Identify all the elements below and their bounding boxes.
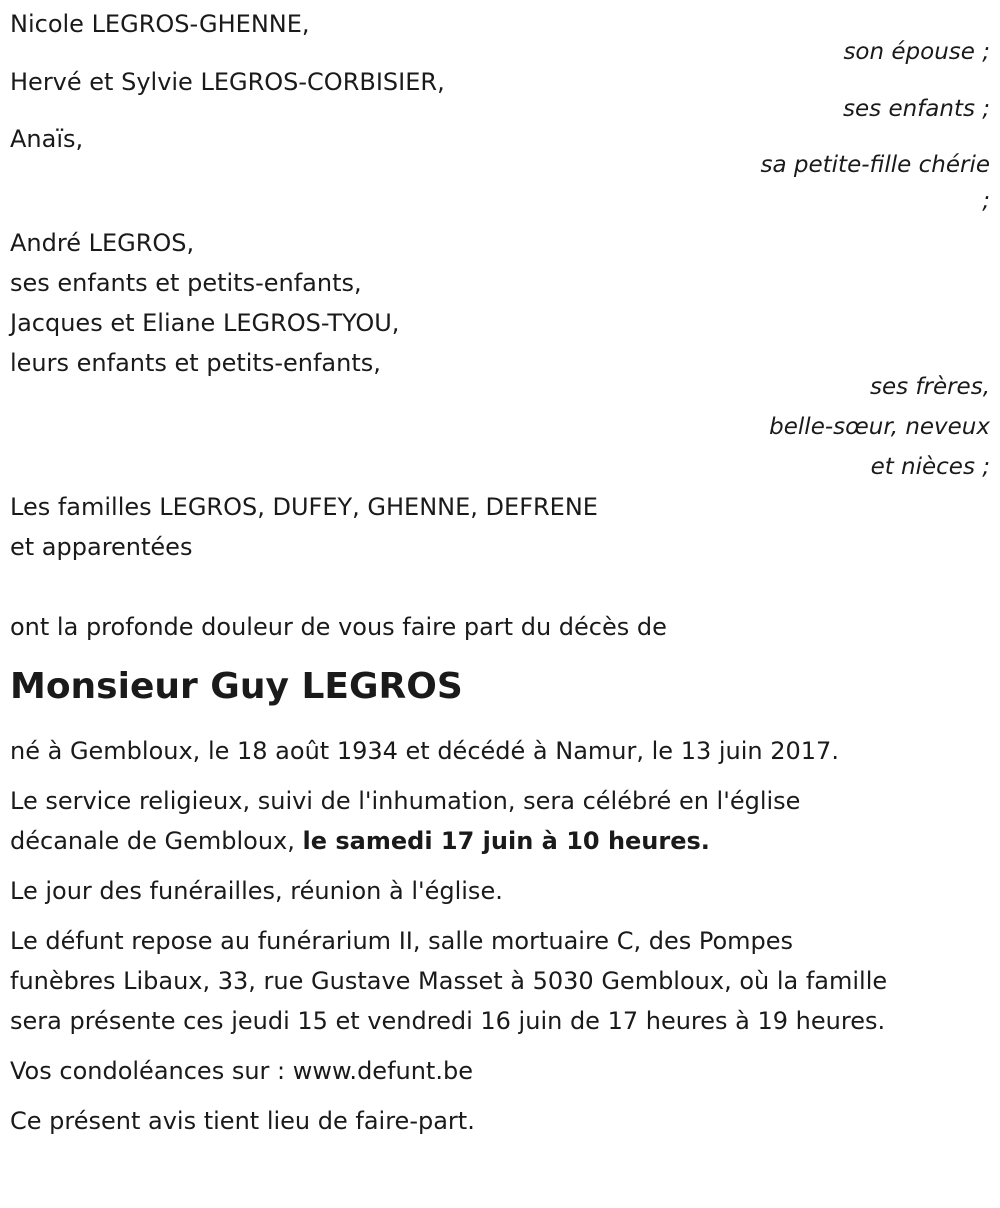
sibling-line: Jacques et Eliane LEGROS-TYOU,: [10, 309, 400, 337]
children-relation: ses enfants ;: [843, 96, 990, 122]
service-line: Le service religieux, suivi de l'inhumation, sera célébré en l'église: [10, 787, 801, 815]
birth-death: né à Gembloux, le 18 août 1934 et décédé à Namur, le 13 juin 2017.: [10, 737, 839, 765]
service-date: le samedi 17 juin à 10 heures.: [302, 827, 710, 855]
sibling-line: leurs enfants et petits-enfants,: [10, 349, 381, 377]
children-names: Hervé et Sylvie LEGROS-CORBISIER,: [10, 68, 445, 96]
rest-line: Le défunt repose au funérarium II, salle mortuaire C, des Pompes: [10, 927, 794, 955]
notice: Ce présent avis tient lieu de faire-part.: [10, 1107, 475, 1135]
condolences: Vos condoléances sur : www.defunt.be: [10, 1057, 473, 1085]
service-paragraph: [10, 781, 990, 861]
obituary-notice: [10, 0, 990, 1151]
families-line: Les familles LEGROS, DUFEY, GHENNE, DEFRENE: [10, 493, 598, 521]
families-line: et apparentées: [10, 533, 193, 561]
service-line: [10, 821, 990, 861]
sibling-line: ses enfants et petits-enfants,: [10, 269, 362, 297]
granddaughter-name: Anaïs,: [10, 125, 84, 153]
siblings-relation: et nièces ;: [870, 454, 990, 480]
siblings-relation: belle-sœur, neveux: [769, 414, 990, 440]
granddaughter-relation: sa petite-fille chérie: [760, 152, 990, 178]
announcement: ont la profonde douleur de vous faire part du décès de: [10, 613, 667, 641]
sibling-line: André LEGROS,: [10, 229, 195, 257]
service-line-prefix: décanale de Gembloux,: [10, 827, 303, 855]
rest-line: sera présente ces jeudi 15 et vendredi 16 juin de 17 heures à 19 heures.: [10, 1007, 886, 1035]
spouse-relation: son épouse ;: [843, 39, 990, 65]
siblings-relation: ses frères,: [869, 374, 990, 400]
rest-paragraph: [10, 921, 990, 1041]
reunion: Le jour des funérailles, réunion à l'église.: [10, 877, 503, 905]
granddaughter-relation-end: ;: [982, 188, 990, 214]
deceased-name: Monsieur Guy LEGROS: [10, 666, 463, 707]
spouse-name: Nicole LEGROS-GHENNE,: [10, 10, 310, 38]
rest-line: funèbres Libaux, 33, rue Gustave Masset à 5030 Gembloux, où la famille: [10, 967, 888, 995]
